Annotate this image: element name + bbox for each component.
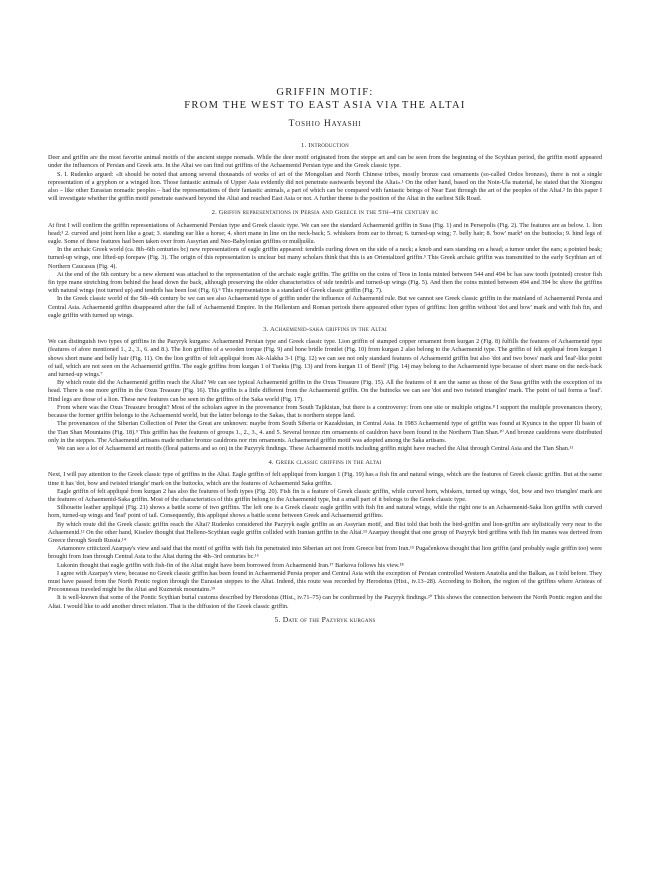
paragraph: We can distinguish two types of griffins in the Pazyryk kurgans: Achaemenid Persian type and Greek classic type. Lion griffin of stamped copper ornament from kurgan 2 (Fig. 8) fulfills the features of Achaemenid type (features of afore mentioned 1., 2., 3., 6. and 8.). The lion griffins of a wooden torque (Fig. 9) and bone bridle frontlet (Fig. 10) from kurgan 2 also belong to the Achaemenid type. The griffin of felt appliqué from kurgan 1 shows short mane and belly hair (Fig. 11). On the lion griffin of felt appliqué from Ak-Alakha 3-1 (Fig. 12) we can see not only standard features of Achaemenid griffin but also 'dot and two bows' mark and 'leaf'-like point of tail, which are not seen on the Achaemenid griffin. The eagle griffins from kurgan 1 of Tuekta (Fig. 13) and from kurgan 11 of Berel' (Fig. 14) may belong to the Achaemenid type because of short mane on the neck-back and turned-up wings.⁷ bbox=[48, 338, 602, 379]
paragraph: The provenances of the Siberian Collection of Peter the Great are unknown: maybe from South Siberia or Kazakhstan, in Central Asia. In 1983 Achaemenid type of griffin was found at Kyuncs in the upper Ili basin of the Tian Shan Mountains (Fig. 18).⁹ This griffin has the features of groups 1., 2., 3., 4. and 5. Several bronze rim ornaments of cauldron have been found in the Northern Tian Shan.¹⁰ And bronze cauldrons were distributed only in the steppes. The Achaemenid artisans made neither bronze cauldrons nor rim ornaments. Achaemenid griffin motif was adopted among the Saka artisans. bbox=[48, 420, 602, 444]
paragraph: At the end of the 6th century bc a new element was attached to the representation of the archaic eagle griffin. The griffin on the coins of Teos in Ionia minted between 544 and 494 bc has saw tooth (pointed) crestor fish fin type mane stretching from behind the head down the back, although preserving the older characteristics of side tendrils and turned-up wings (Fig. 5). And then the coins minted between 494 and 394 bc show the griffins with natural wings (not turned up) and tendrils has been lost (Fig. 6).⁶ This representation is a standard of Greek classic griffin (Fig. 7). bbox=[48, 270, 602, 295]
paragraph: In the archaic Greek world (ca. 8th–6th centuries bc) new representations of eagle griffin appeared: tendrils curling down on the side of a neck; a knob and ears standing on a head; a tumor under the ears; a pointed beak; turned-up wings, one lifted-up forepaw (Fig. 3). The origin of this representation is unclear but many scholars think that this is an Orientalized griffin.⁵ This Greek archaic griffin was transmitted to the early Scythian art of Northern Caucasus (Fig. 4). bbox=[48, 246, 602, 270]
paragraph: Next, I will pay attention to the Greek classic type of griffins in the Altai. Eagle griffin of felt appliqué from kurgan 1 (Fig. 19) has a fish fin and natural wings, which are the features of Greek classic griffin. But at the same time it has 'dot, bow and twisted triangle' mark on the buttocks, which are the features of Achaemenid Saka griffin. bbox=[48, 471, 602, 487]
paragraph: By which route did the Greek classic griffin reach the Altai? Rudenko considered the Pazyryk eagle griffin as an Assyrian motif, and Bisi told that both the bird-griffin and lion-griffin are stylistically very near to the Achaemenid.¹² On the other hand, Kiselev thought that Helleno-Scythian eagle griffin collided with Iranian griffin in the Altai.¹³ Azarpay thought that one group of Pazyryk bird griffins with fish fin manes was derived from Greece through South Russia.¹⁴ bbox=[48, 520, 602, 544]
title-line-1: GRIFFIN MOTIF: bbox=[276, 87, 374, 98]
section-persia-greece bbox=[48, 209, 602, 320]
paragraph: I agree with Azarpay's view, because no Greek classic griffin has been found in Achaemenid Persia proper and Central Asia with the exception of Persian controlled Western Anatolia and the Balkan, as I told before. They must have passed from the North Pontic region through the Eurasian steppes to the Altai. Indeed, this route was recorded by Herodotus (Hist., iv.13–28). According to Bolton, the region of the griffins where Aristeas of Proconnesus traveled might be the Altai and Kuznetsk mountains.¹⁹ bbox=[48, 569, 602, 594]
title-line-2: FROM THE WEST TO EAST ASIA VIA THE ALTAI bbox=[184, 100, 466, 111]
section-achaemenid-saka bbox=[48, 326, 602, 453]
paragraph: Artamonov criticized Azarpay's view and said that the motif of griffin with fish fin penetrated into Siberian art not from Greece but from Iran.¹⁵ Pugačenkova thought that lion griffin (and probably eagle griffin too) were brought from Iran through Central Asia to the Altai during the 4th–3rd centuries bc.¹⁶ bbox=[48, 545, 602, 561]
paragraph: Silhouette leather appliqué (Fig. 21) shows a battle scene of two griffins. The left one is a Greek classic eagle griffin with fish fin and natural wings, while the right one is an Achaemenid-Saka lion griffin with curved horn, turned-up wings and 'leaf' point of tail. Consequently, this appliqué shows a battle scene between Greek and Achaemenid griffins. bbox=[48, 504, 602, 520]
section-heading-pazyryk-date: 5. Date of the Pazyryk kurgans bbox=[274, 614, 376, 624]
section-heading: 3. Achaemenid-saka griffins in the Altai bbox=[263, 326, 387, 334]
paragraph: Lukonin thought that eagle griffin with fish-fin of the Altai might have been borrowed from Achaemenid Iran.¹⁷ Barkova follows his view.¹⁸ bbox=[57, 561, 404, 569]
section-heading: 1. Introduction bbox=[301, 142, 349, 149]
paragraph: We can see a lot of Achaemenid art motifs (floral patterns and so on) in the Pazyryk findings. These Achaemenid motifs including griffin might have reached the Altai through Central Asia and the Tian Shan.¹¹ bbox=[57, 444, 574, 452]
paragraph: It is well-known that some of the Pontic Scythian burial customs described by Herodotus (Hist., iv.71–75) can be confirmed by the Pazyryk findings.²⁰ This shows the connection between the North Pontic region and the Altai. I would like to add another direct relation. That is the diffusion of the Greek classic griffin. bbox=[48, 594, 602, 610]
section-introduction bbox=[48, 142, 602, 203]
section-heading: 4. Greek classic griffins in the Altai bbox=[268, 459, 382, 467]
author-name: Toshio Hayashi bbox=[288, 118, 362, 129]
paragraph: In the Greek classic world of the 5th–4th century bc we can see also Achaemenid type of griffin under the influence of Achaemenid rule. But we cannot see Greek classic griffin in the mainland of Achaemenid Persia and Central Asia. Achaemenid griffin disappeared after the fall of Achaemenid Empire. In the Hellenism and Roman periods there appeared other types of griffins: lion griffin without 'dot and bow' mark and with fish fin, and eagle griffin with turned up wings. bbox=[48, 295, 602, 319]
paragraph: At first I will confirm the griffin representations of Achaemenid Persian type and Greek classic type. We can see the standard Achaemenid griffin in Susa (Fig. 1) and in Persepolis (Fig. 2). The features are as below. 1. lion head;³ 2. curved and joint horn like a goat; 3. standing ear like a horse; 4. short mane in line on the neck-back; 5. whiskers from ear to throat; 6. turned-up wing; 7. belly hair; 8. 'bow' mark⁴ on the buttocks; 9. hind legs of eagle. Some of these features had been taken over from Assyrian and Neo-Babylonian griffins or mušḫuššu. bbox=[48, 221, 602, 246]
paragraph: Deer and griffin are the most favorite animal motifs of the ancient steppe nomads. While the deer motif originated from the steppe art and can be seen from the beginning of the Scythian period, the griffin motif appeared under the influences of Persian and Greek arts. In the Altai we can find out griffins of the Achaemenid Persian type and the Greek classic type. bbox=[48, 154, 602, 170]
section-greek-classic bbox=[48, 459, 602, 611]
paragraph: Eagle griffin of felt appliqué from kurgan 2 has also the features of both types (Fig. 20). Fish fin is a feature of Greek classic griffin, while curved horn, whiskers, turned up wings, 'dot, bow and two triangles' mark are the features of Achaemenid-Saka griffin. Most of the characteristics of this griffin belong to the Achaemenid type, but a small part of it belongs to the Greek classic type. bbox=[48, 487, 602, 503]
paragraph: From where was the Oxus Treasure brought? Most of the scholars agree in the provenance from South Tajikistan, but there is a controversy: from one site or multiple origins.⁸ I support the multiple provenances theory, because the former griffin belongs to the Achaemenid world, but the latter belongs to the Sakas, that is northern steppe land. bbox=[48, 403, 602, 420]
paper-title bbox=[48, 86, 602, 112]
paragraph: S. I. Rudenko argued: «It should be noted that among several thousands of works of art of the Mongolian and North Chinese tribes, mostly bronze cast ornaments (so-called Ordos bronzes), there is not a single representation of a gryphon or a winged lion. Those fantastic animals of Upper Asia evidently did not penetrate eastwards beyond the Altai».¹ On the other hand, based on the Noin-Ula material, he stated that the Xiongnu also – like other Eurasian nomadic peoples – had the representations of their fantastic animals, a part of which can be compared with fantastic beings of Near East through the art of the peoples of the Altai.² In this paper I will investigate whether the griffin motif penetrate eastward beyond the Altai and reached East Asia or not. A further theme is the position of the Altai in the earliest Silk Road. bbox=[48, 170, 602, 203]
section-heading: 2. Griffin representations in Persia and Greece in the 5th–4th century bc bbox=[211, 209, 439, 217]
paragraph: By which route did the Achaemenid griffin reach the Altai? We can see typical Achaemenid griffin in the Oxus Treasure (Fig. 15). All the features of it are the same as those of the Susa griffin with the exception of its head. There is one more griffin in the Oxus Treasure (Fig. 16). This griffin is a little different from the Achaemenid griffin. On the buttocks we can see 'dot and two twisted triangles' mark. The point of tail forms a 'leaf'. Hind legs are those of a lion. These new features can be seen in the griffins of the Saka world (Fig. 17). bbox=[48, 379, 602, 403]
